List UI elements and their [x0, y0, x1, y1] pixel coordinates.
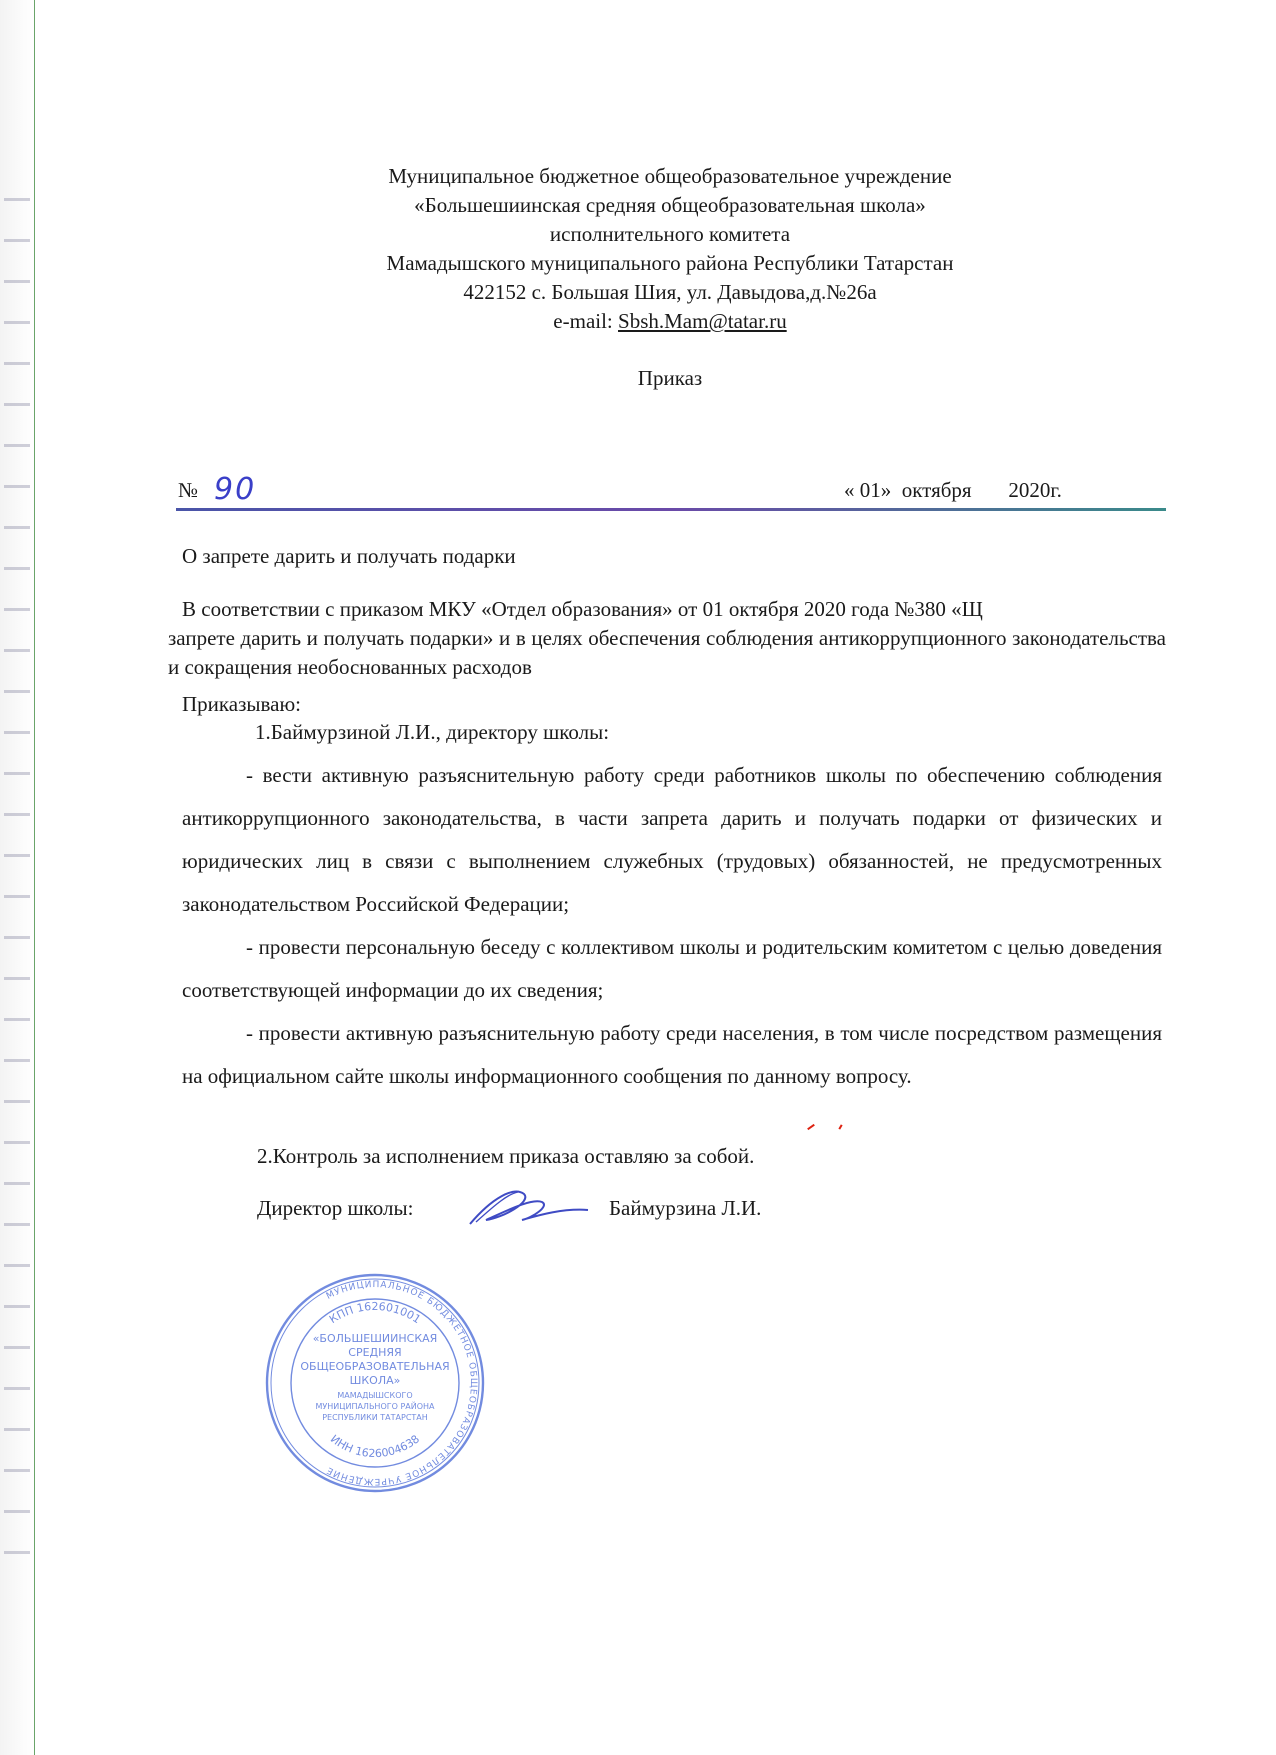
letterhead-email [250, 307, 1090, 336]
svg-text:МУНИЦИПАЛЬНОЕ БЮДЖЕТНОЕ ОБЩЕОБ: МУНИЦИПАЛЬНОЕ БЮДЖЕТНОЕ ОБЩЕОБРАЗОВАТЕЛЬНОЕ УЧРЕЖДЕНИЕ [324, 1279, 479, 1487]
header-divider [176, 508, 1166, 511]
signature-block [257, 1196, 957, 1232]
handwritten-number: 90 [214, 472, 257, 507]
intro-paragraph [168, 595, 1166, 682]
order-item-2: 2.Контроль за исполнением приказа оставляю за собой. [257, 1144, 755, 1168]
scan-margin-line [34, 0, 35, 1755]
letterhead-line: Муниципальное бюджетное общеобразовательное учреждение [388, 164, 952, 188]
svg-text:ШКОЛА»: ШКОЛА» [349, 1374, 401, 1387]
instruction-text: - провести активную разъяснительную работу среди населения, в том числе посредством размещения на официальном сайте школы информационного сообщения по данному вопросу. [182, 1021, 1162, 1088]
instruction-3 [182, 1012, 1162, 1098]
intro-first-line: В соответствии с приказом МКУ «Отдел образования» от 01 октября 2020 года №380 «Щ [182, 597, 983, 621]
signatory-name: Баймурзина Л.И. [609, 1196, 762, 1220]
order-item-1: 1.Баймурзиной Л.И., директору школы: [255, 720, 610, 744]
letterhead-address: 422152 с. Большая Шия, ул. Давыдова,д.№26а [463, 280, 877, 304]
instruction-1 [182, 754, 1162, 926]
official-stamp-icon [262, 1270, 488, 1496]
svg-text:РЕСПУБЛИКИ ТАТАРСТАН: РЕСПУБЛИКИ ТАТАРСТАН [322, 1413, 428, 1422]
document-title: Приказ [637, 366, 703, 390]
intro-rest: запрете дарить и получать подарки» и в целях обеспечения соблюдения антикоррупционного законодательства и сокращения необоснованных расходов [168, 626, 1166, 679]
signature-icon [462, 1180, 592, 1230]
signatory-role: Директор школы: [257, 1196, 414, 1220]
order-keyword: Приказываю: [182, 692, 301, 716]
red-ink-mark [807, 1124, 815, 1130]
order-subject: О запрете дарить и получать подарки [182, 544, 516, 568]
svg-text:КПП 162601001: КПП 162601001 [326, 1299, 424, 1327]
scan-noise [4, 160, 30, 1560]
svg-text:«БОЛЬШЕШИИНСКАЯ: «БОЛЬШЕШИИНСКАЯ [312, 1332, 438, 1345]
svg-text:МАМАДЫШСКОГО: МАМАДЫШСКОГО [337, 1391, 413, 1400]
email-label: e-mail: [553, 309, 619, 333]
instruction-text: - вести активную разъяснительную работу среди работников школы по обеспечению соблюдения антикоррупционного законодательства, в части запрета дарить и получать подарки от физических и юридических лиц в связи с выполнением служебных (трудовых) обязанностей, не предусмотренных законодательством Российской Федерации; [182, 763, 1162, 916]
order-date: « 01» октября 2020г. [844, 478, 1062, 502]
svg-text:МУНИЦИПАЛЬНОГО РАЙОНА: МУНИЦИПАЛЬНОГО РАЙОНА [315, 1402, 435, 1411]
order-number-line [178, 472, 1166, 510]
email-link[interactable]: Sbsh.Mam@tatar.ru [618, 309, 787, 333]
number-label: № [178, 478, 199, 502]
red-ink-mark [838, 1124, 842, 1129]
instruction-2 [182, 926, 1162, 1012]
instruction-text: - провести персональную беседу с коллективом школы и родительским комитетом с целью доведения соответствующей информации до их сведения; [182, 935, 1162, 1002]
letterhead-line: исполнительного комитета [549, 222, 791, 246]
svg-text:СРЕДНЯЯ: СРЕДНЯЯ [348, 1346, 402, 1359]
letterhead [250, 162, 1090, 336]
letterhead-line: «Большешиинская средняя общеобразовательная школа» [414, 193, 926, 217]
letterhead-line: Мамадышского муниципального района Республики Татарстан [386, 251, 954, 275]
svg-text:ОБЩЕОБРАЗОВАТЕЛЬНАЯ: ОБЩЕОБРАЗОВАТЕЛЬНАЯ [300, 1360, 450, 1373]
svg-text:ИНН 1626004638: ИНН 1626004638 [327, 1432, 423, 1461]
